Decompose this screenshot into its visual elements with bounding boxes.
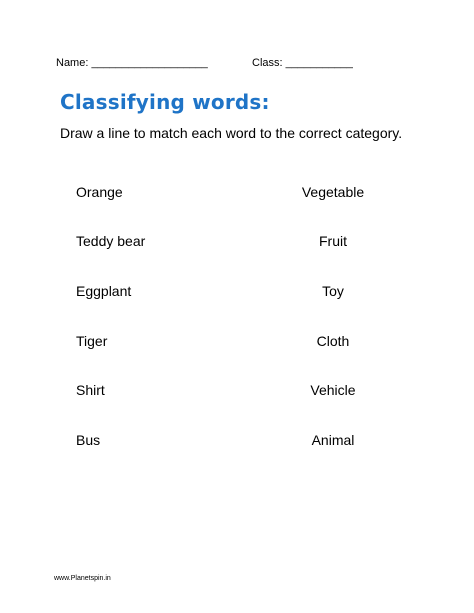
category-word: Toy	[322, 283, 344, 299]
page-title: Classifying words:	[60, 90, 270, 114]
category-word: Vegetable	[301, 184, 365, 200]
left-word: Eggplant	[76, 283, 132, 299]
left-word: Teddy bear	[76, 233, 146, 249]
left-word: Tiger	[76, 333, 108, 349]
left-word: Bus	[76, 432, 101, 448]
footer-url: www.Planetspin.in	[54, 575, 111, 582]
category-word: Animal	[311, 432, 355, 448]
left-word: Shirt	[76, 382, 105, 398]
left-word: Orange	[76, 184, 123, 200]
name-field: Name: ___________________	[56, 57, 208, 69]
category-word: Vehicle	[310, 382, 356, 398]
category-word: Cloth	[316, 333, 350, 349]
instruction-text: Draw a line to match each word to the correct category.	[60, 125, 403, 141]
category-word: Fruit	[319, 233, 347, 249]
class-field: Class: ___________	[252, 57, 353, 69]
